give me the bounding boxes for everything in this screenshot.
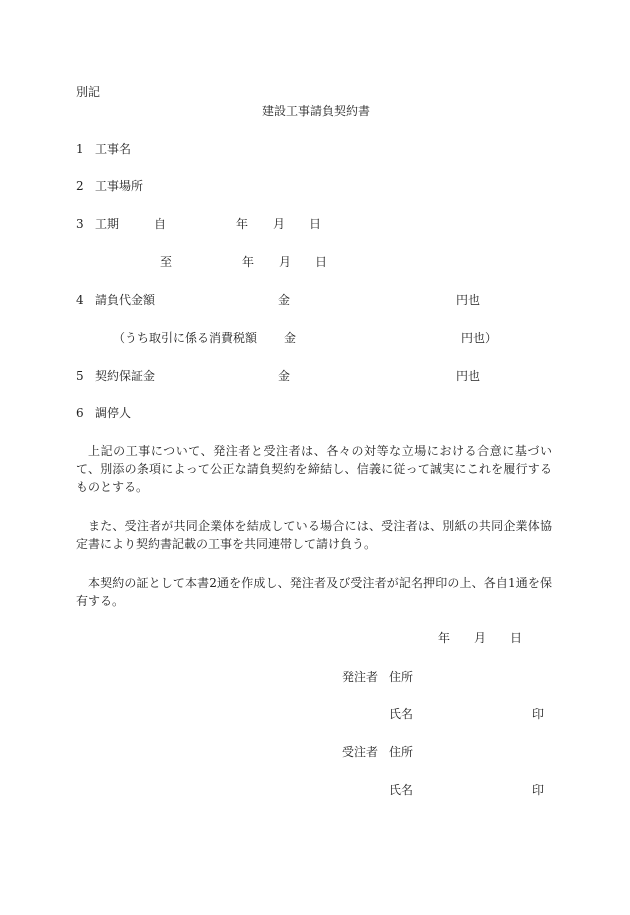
document-title: 建設工事請負契約書 — [262, 104, 371, 118]
item-label-contract-amount: 請負代金額 — [95, 293, 156, 307]
item-label-contract-deposit: 契約保証金 — [95, 369, 156, 383]
period-from-month: 月 — [273, 217, 286, 231]
date-month: 月 — [474, 631, 487, 645]
item-number: 3 — [76, 217, 84, 231]
deposit-yen-label: 円也 — [456, 369, 481, 383]
period-from-year: 年 — [236, 217, 249, 231]
orderer-address-label: 住所 — [389, 670, 414, 684]
tax-label: （うち取引に係る消費税額 — [113, 331, 258, 345]
period-from-label: 自 — [154, 217, 167, 231]
item-label-mediator: 調停人 — [95, 406, 132, 420]
orderer-seal-label: 印 — [532, 707, 545, 721]
period-to-label: 至 — [160, 255, 173, 269]
agreement-paragraph: 上記の工事について、発注者と受注者は、各々の対等な立場における合意に基づいて、別添の条項によって公正な請負契約を締結し、信義に従って誠実にこれを履行するものとする。 — [76, 444, 552, 494]
contractor-name-label: 氏名 — [389, 783, 414, 797]
item-label-work-site: 工事場所 — [95, 179, 144, 193]
execution-paragraph: 本契約の証として本書2通を作成し、発注者及び受注者が記名押印の上、各自1通を保有する。 — [76, 576, 552, 608]
joint-venture-paragraph: また、受注者が共同企業体を結成している場合には、受注者は、別紙の共同企業体協定書により契約書記載の工事を共同連帯して請け負う。 — [76, 519, 552, 551]
orderer-label: 発注者 — [342, 670, 379, 684]
amount-yen-label: 円也 — [456, 293, 481, 307]
annex-label: 別記 — [76, 85, 101, 99]
contractor-address-label: 住所 — [389, 745, 414, 759]
item-number: 6 — [76, 406, 84, 420]
deposit-kin-label: 金 — [278, 369, 291, 383]
item-number: 4 — [76, 293, 84, 307]
period-to-month: 月 — [279, 255, 292, 269]
item-number: 1 — [76, 142, 84, 156]
contractor-seal-label: 印 — [532, 783, 545, 797]
contractor-label: 受注者 — [342, 745, 379, 759]
tax-kin-label: 金 — [284, 331, 297, 345]
date-year: 年 — [438, 631, 451, 645]
period-from-day: 日 — [309, 217, 322, 231]
item-label-work-name: 工事名 — [95, 142, 132, 156]
period-to-year: 年 — [242, 255, 255, 269]
amount-kin-label: 金 — [278, 293, 291, 307]
date-day: 日 — [510, 631, 523, 645]
item-label-period: 工期 — [95, 217, 120, 231]
tax-yen-label: 円也） — [461, 331, 498, 345]
period-to-day: 日 — [315, 255, 328, 269]
item-number: 2 — [76, 179, 84, 193]
item-number: 5 — [76, 369, 84, 383]
orderer-name-label: 氏名 — [389, 707, 414, 721]
